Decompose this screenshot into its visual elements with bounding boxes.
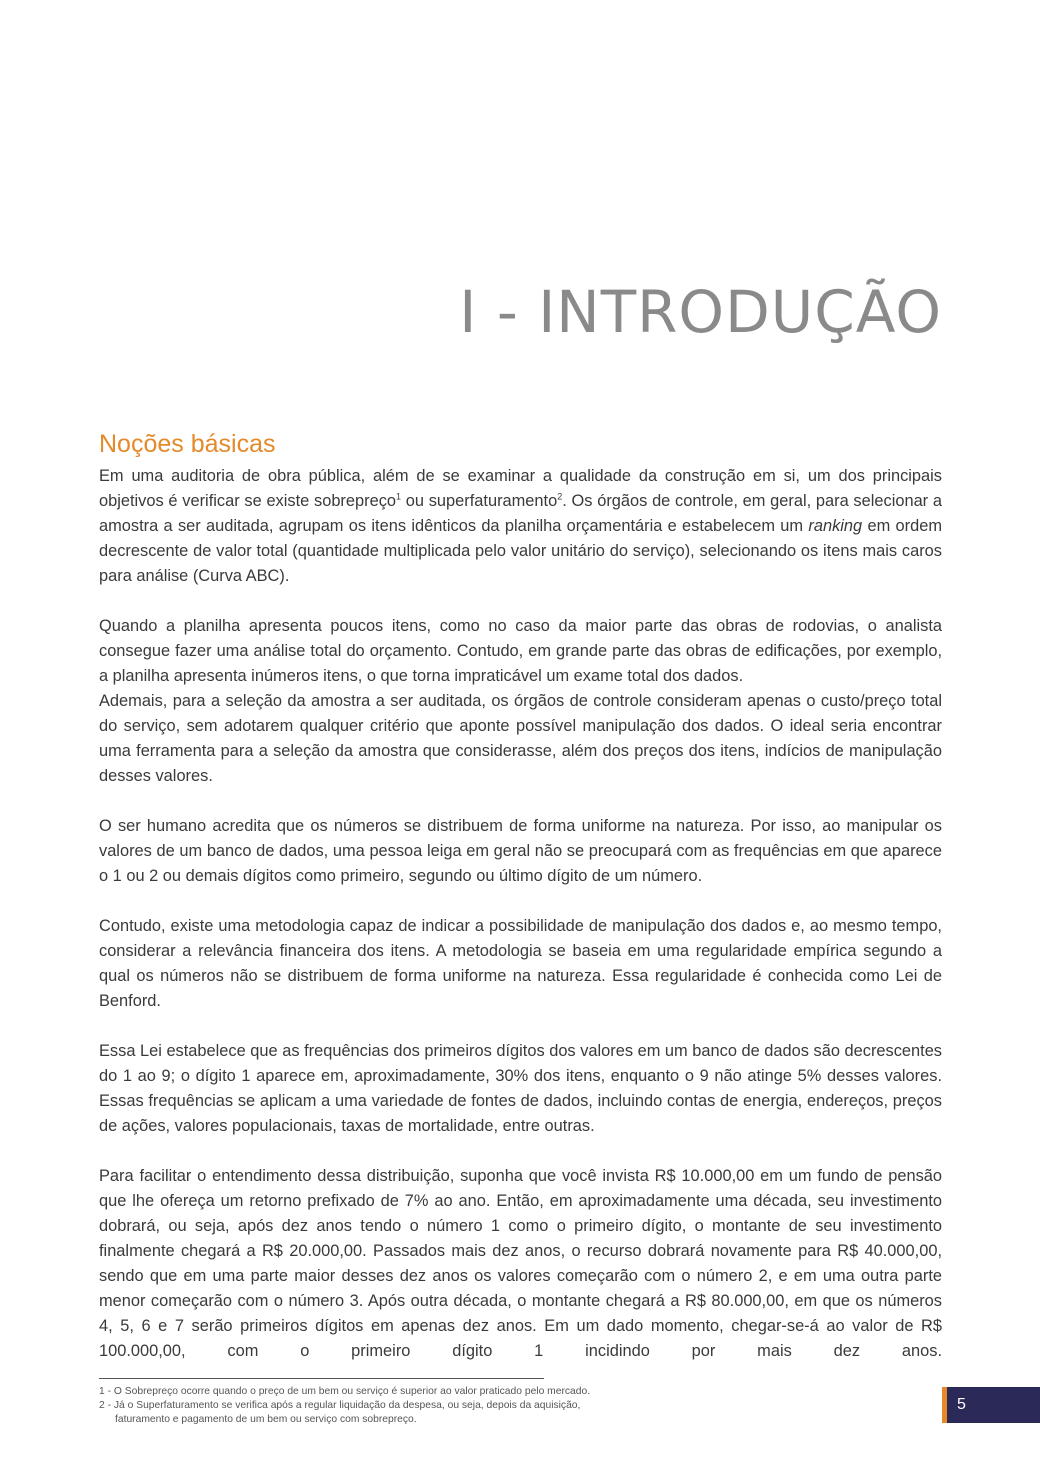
section-heading: Noções básicas	[99, 430, 276, 458]
paragraph-1-part-a: Em uma auditoria de obra pública, além de se examinar a qualidade da construção em si, um dos principais objetivos é verificar se existe sobrepreço	[99, 467, 942, 510]
paragraph-1	[99, 464, 942, 589]
paragraph-7: Para facilitar o entendimento dessa distribuição, suponha que você invista R$ 10.000,00 em um fundo de pensão que lhe ofereça um retorno prefixado de 7% ao ano. Então, em aproximadamente uma década, seu investimento dobrará, ou seja, após dez anos tendo o número 1 como o primeiro dígito, o montante de seu investimento finalmente chegará a R$ 20.000,00. Passados mais dez anos, o recurso dobrará novamente para R$ 40.000,00, sendo que em uma parte maior desses dez anos os valores começarão com o número 2, e em uma outra parte menor começarão com o número 3. Após outra década, o montante chegará a R$ 80.000,00, em que os números 4, 5, 6 e 7 serão primeiros dígitos em apenas dez anos. Em um dado momento, chegar-se-á ao valor de R$ 100.000,00, com o primeiro dígito 1 incidindo por mais dez anos.	[99, 1167, 942, 1360]
footnote-2: 2 - Já o Superfaturamento se verifica após a regular liquidação da despesa, ou seja, depois da aquisição,	[99, 1400, 581, 1411]
paragraph-6: Essa Lei estabelece que as frequências dos primeiros dígitos dos valores em um banco de dados são decrescentes do 1 ao 9; o dígito 1 aparece em, aproximadamente, 30% dos itens, enquanto o 9 não atinge 5% desses valores. Essas frequências se aplicam a uma variedade de fontes de dados, incluindo contas de energia, endereços, preços de ações, valores populacionais, taxas de mortalidade, entre outras.	[99, 1042, 942, 1135]
paragraph-1-part-c: . Os órgãos de controle, em geral, para selecionar a amostra a ser auditada, agrupam os itens idênticos da planilha orçamentária e estabelecem um	[99, 492, 942, 535]
footnote-ref-2: 2	[557, 491, 563, 502]
paragraph-3: Ademais, para a seleção da amostra a ser auditada, os órgãos de controle consideram apenas o custo/preço total do serviço, sem adotarem qualquer critério que aponte possível manipulação dos dados. O ideal seria encontrar uma ferramenta para a seleção da amostra que considerasse, além dos preços dos itens, indícios de manipulação desses valores.	[99, 692, 942, 785]
ranking-term: ranking	[808, 517, 863, 535]
paragraph-1-part-b: ou superfaturamento	[401, 492, 558, 510]
page-number-badge	[942, 1387, 1040, 1423]
footnote-ref-1: 1	[396, 491, 402, 502]
footnotes	[99, 1385, 590, 1427]
main-content	[99, 426, 942, 1364]
paragraph-4: O ser humano acredita que os números se distribuem de forma uniforme na natureza. Por isso, ao manipular os valores de um banco de dados, uma pessoa leiga em geral não se preocupará com as frequências em que aparece o 1 ou 2 ou demais dígitos como primeiro, segundo ou último dígito de um número.	[99, 817, 942, 885]
footnote-2-continuation: faturamento e pagamento de um bem ou serviço com sobrepreço.	[115, 1414, 417, 1425]
paragraph-2: Quando a planilha apresenta poucos itens, como no caso da maior parte das obras de rodovias, o analista consegue fazer uma análise total do orçamento. Contudo, em grande parte das obras de edificações, por exemplo, a planilha apresenta inúmeros itens, o que torna impraticável um exame total dos dados.	[99, 617, 942, 685]
footnote-1: 1 - O Sobrepreço ocorre quando o preço de um bem ou serviço é superior ao valor praticado pelo mercado.	[99, 1386, 591, 1397]
paragraph-5: Contudo, existe uma metodologia capaz de indicar a possibilidade de manipulação dos dados e, ao mesmo tempo, considerar a relevância financeira dos itens. A metodologia se baseia em uma regularidade empírica segundo a qual os números não se distribuem de forma uniforme na natureza. Essa regularidade é conhecida como Lei de Benford.	[99, 917, 942, 1010]
paragraph-1-part-d: em ordem decrescente de valor total (quantidade multiplicada pelo valor unitário do serviço), selecionando os itens mais caros para análise (Curva ABC).	[99, 517, 943, 585]
page-number: 5	[957, 1396, 966, 1413]
footnote-divider	[99, 1378, 544, 1379]
chapter-title: I - INTRODUÇÃO	[459, 278, 942, 346]
